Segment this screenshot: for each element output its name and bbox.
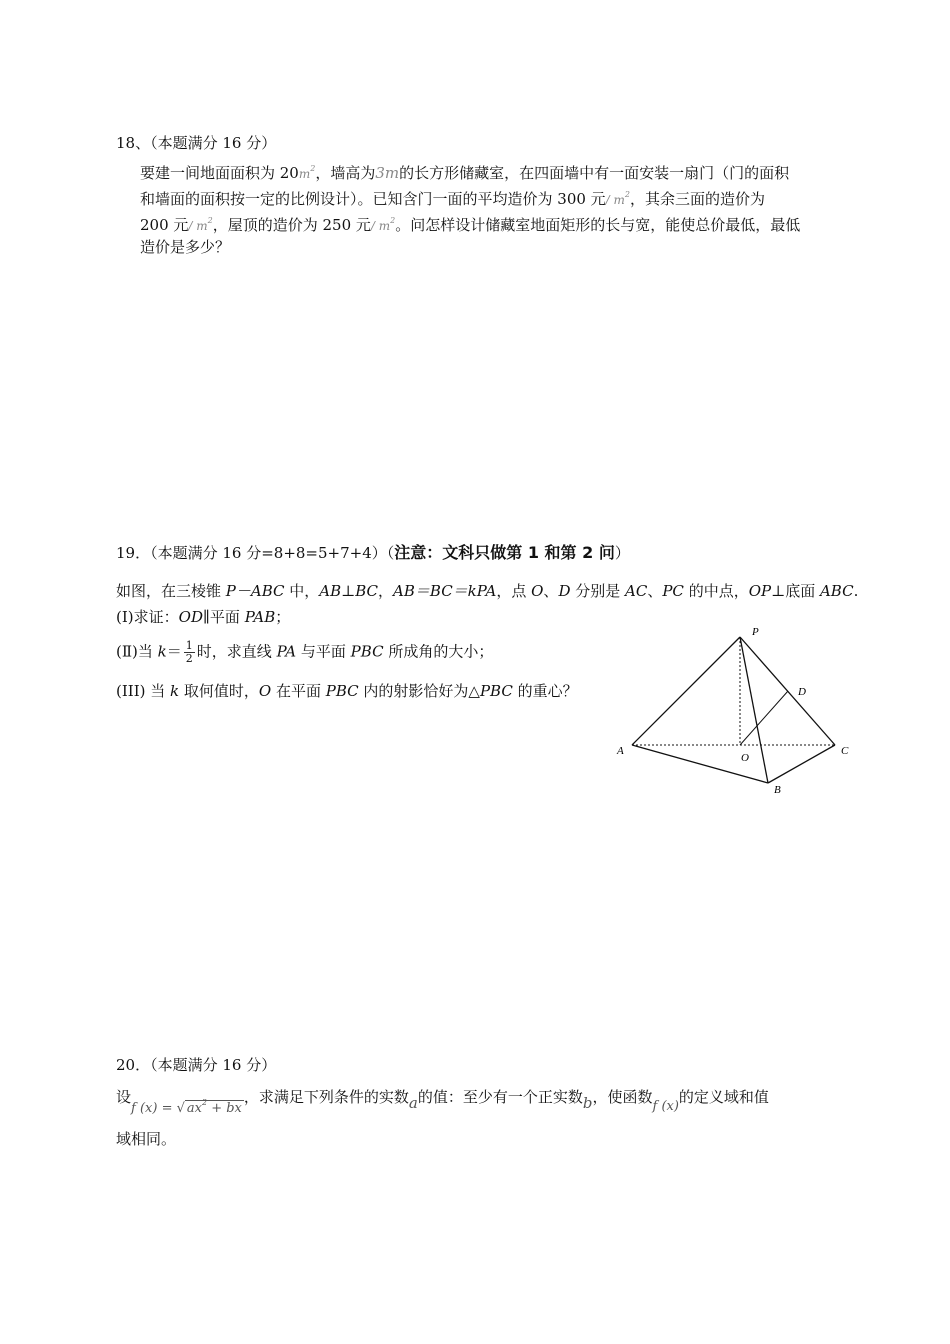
height-3m: 3m <box>375 164 400 182</box>
sqrt-radicand: $ax^2$ + bx <box>186 1098 242 1116</box>
q19-header: 19．（本题满分 16 分=8+8=5+7+4）（注意：文科只做第 1 和第 2 问） <box>116 543 630 562</box>
q19-part-2: (Ⅱ)当 k＝ $\frac{1}{2}$ 时，求直线 PA 与平面 PBC 所成角的大小； <box>116 639 494 665</box>
q20-header: 20．（本题满分 16 分） <box>116 1056 277 1074</box>
q19-note: 注意：文科只做第 1 和第 2 问 <box>394 543 615 562</box>
label-O: O <box>741 752 749 764</box>
label-A: A <box>617 745 624 757</box>
q18-header: 18、（本题满分 16 分） <box>116 134 277 152</box>
q20-line-2: 域相同。 <box>116 1130 177 1148</box>
q19-statement: 如图，在三棱锥 P－ABC 中，AB⊥BC，AB＝BC＝kPA，点 O、D 分别是 AC、PC 的中点，OP⊥底面 ABC. <box>116 582 859 600</box>
edge-PA <box>632 637 740 745</box>
q19-part-1: (Ⅰ)求证：OD∥平面 PAB； <box>116 608 291 626</box>
edge-BC <box>768 745 835 783</box>
function-formula: f (x) = √ $ax^2$ + bx <box>131 1098 242 1116</box>
q18-line-1: 要建一间地面面积为 $20m^2$，墙高为3m的长方形储藏室，在四面墙中有一面安装一扇门（门的面积 <box>140 164 790 182</box>
label-D: D <box>798 686 806 698</box>
q18-line-4: 造价是多少？ <box>140 238 231 256</box>
q18-line-3: 200 元/ $m^2$，屋顶的造价为 250 元/ $m^2$。问怎样设计储藏室地面矩形的长与宽，能使总价最低，最低 <box>140 216 801 234</box>
fraction-one-half: $\frac{1}{2}$ <box>185 639 193 665</box>
label-C: C <box>841 745 849 757</box>
pyramid-figure <box>600 615 870 805</box>
segment-OD <box>740 691 788 745</box>
q20-line-1: 设f (x) = √ $ax^2$ + bx，求满足下列条件的实数a的值：至少有一个正实数b，使函数f (x)的定义域和值 <box>116 1088 769 1116</box>
unit-m: m <box>298 167 311 181</box>
edge-AB <box>632 745 768 783</box>
label-B: B <box>774 784 781 796</box>
q19-part-3: (III) 当 k 取何值时，O 在平面 PBC 内的射影恰好为△PBC 的重心？ <box>116 682 578 700</box>
label-P: P <box>752 626 759 638</box>
q18-line-2: 和墙面的面积按一定的比例设计）。已知含门一面的平均造价为 300 元/ $m^2$，其余三面的造价为 <box>140 190 766 208</box>
